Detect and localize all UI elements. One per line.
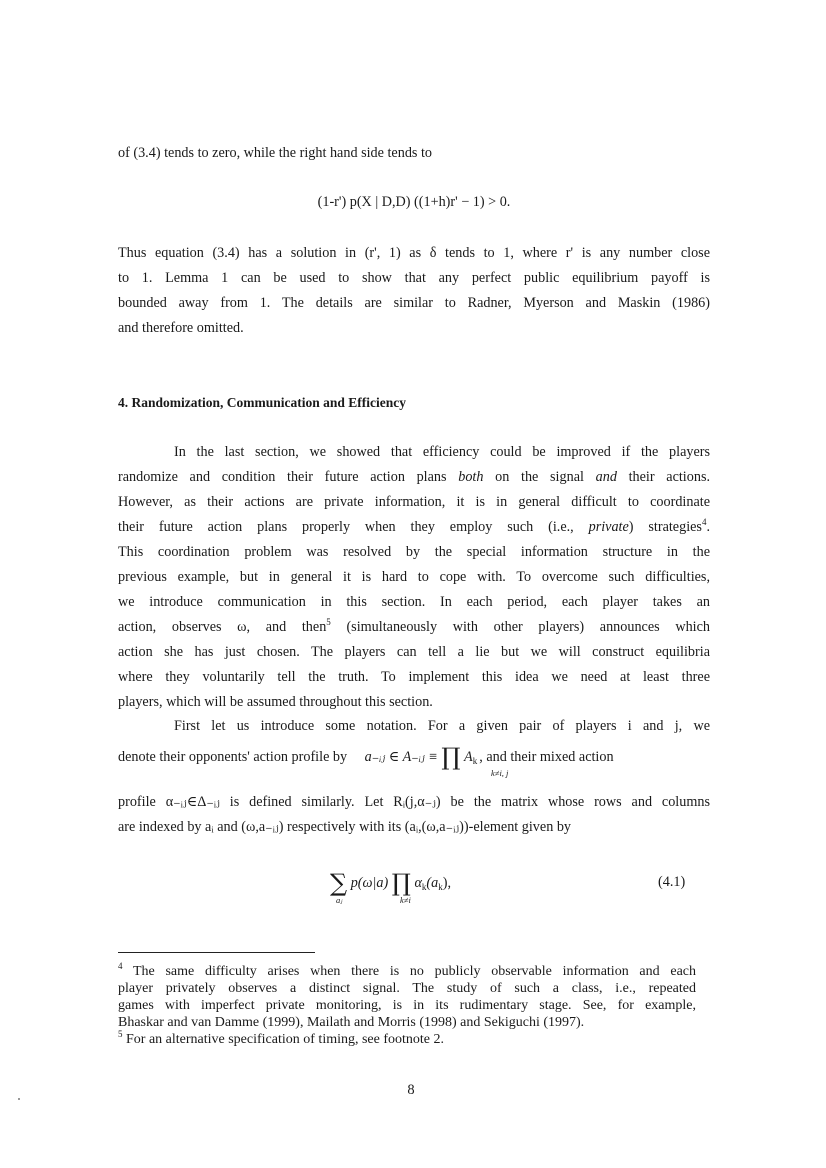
body-line: This coordination problem was resolved by the special information structure in the — [118, 544, 710, 560]
inline-equation: (1-r') p(X | D,D) ((1+h)r' − 1) > 0. — [317, 194, 511, 210]
body-line: First let us introduce some notation. For a given pair of players i and j, we — [174, 718, 710, 734]
body-line: action she has just chosen. The players can tell a lie but we will construct equilibria — [118, 644, 710, 660]
footnote-4-line: games with imperfect private monitoring, is in its rudimentary stage. See, for example, — [118, 998, 696, 1013]
footnote-5: $^5$ For an alternative specification of timing, see footnote 2. — [118, 1029, 445, 1047]
footnote-rule — [118, 952, 315, 953]
footnote-4-line: Bhaskar and van Damme (1999), Mailath and Morris (1998) and Sekiguchi (1997). — [118, 1015, 585, 1030]
body-line: randomize and condition their future action plans both on the signal and their actions. — [118, 469, 711, 485]
equation-4-1: ∑ p(ω|a) ∏ $\alpha_k(a_k)$, — [330, 869, 452, 897]
product-limit: k≠i, j — [491, 768, 509, 778]
product-symbol: ∏ — [441, 743, 461, 771]
section-heading: 4. Randomization, Communication and Efficiency — [118, 395, 407, 410]
body-line: action, observes ω, and then$^5$ (simultaneously with other players) announces which — [118, 617, 710, 635]
body-line: we introduce communication in this section. In each period, each player takes an — [118, 594, 710, 610]
body-line: are indexed by aᵢ and (ω,a₋ᵢⱼ) respectively with its (aᵢ,(ω,a₋ᵢⱼ))-element given by — [118, 819, 572, 835]
footnote-4-line: player privately observes a distinct signal. The study of such a class, i.e., repeated — [118, 981, 696, 996]
body-line: and therefore omitted. — [118, 320, 244, 336]
body-line: bounded away from 1. The details are similar to Radner, Myerson and Maskin (1986) — [118, 295, 710, 311]
footnote-4: $^4$ The same difficulty arises when there is no publicly observable information and each — [118, 961, 696, 979]
body-line: previous example, but in general it is hard to cope with. To overcome such difficulties, — [118, 569, 710, 585]
body-line: However, as their actions are private information, it is in general difficult to coordinate — [118, 494, 710, 510]
footnote-ref: 5 — [326, 617, 331, 627]
sum-symbol: ∑ — [330, 869, 348, 897]
footnote-ref: 4 — [701, 517, 707, 527]
body-line: Thus equation (3.4) has a solution in (r', 1) as δ tends to 1, where r' is any number close — [118, 245, 710, 261]
body-line: In the last section, we showed that efficiency could be improved if the players — [174, 444, 710, 460]
body-line: their future action plans properly when they employ such (i.e., private) strategies$^4$. — [118, 517, 711, 535]
sum-limit: aⱼ — [336, 895, 343, 905]
body-line: to 1. Lemma 1 can be used to show that any perfect public equilibrium payoff is — [118, 270, 710, 286]
body-line-with-math: denote their opponents' action profile by a₋ᵢⱼ ∈ A₋ᵢⱼ ≡ ∏ $A_k$ , and their mixed action — [118, 743, 614, 771]
product-limit: k≠i — [400, 895, 411, 905]
equation-number: (4.1) — [658, 874, 686, 890]
body-line: where they voluntarily tell the truth. To implement this idea we need at least three — [118, 669, 710, 685]
page-number: 8 — [407, 1082, 415, 1098]
body-line: of (3.4) tends to zero, while the right hand side tends to — [118, 145, 433, 161]
body-line: profile α₋ᵢⱼ∈Δ₋ᵢⱼ is defined similarly. Let Rᵢ(j,α₋ⱼ) be the matrix whose rows and columns — [118, 794, 710, 810]
body-line: players, which will be assumed throughout this section. — [118, 694, 433, 710]
product-symbol: ∏ — [391, 869, 411, 897]
scan-speck — [18, 1098, 20, 1100]
